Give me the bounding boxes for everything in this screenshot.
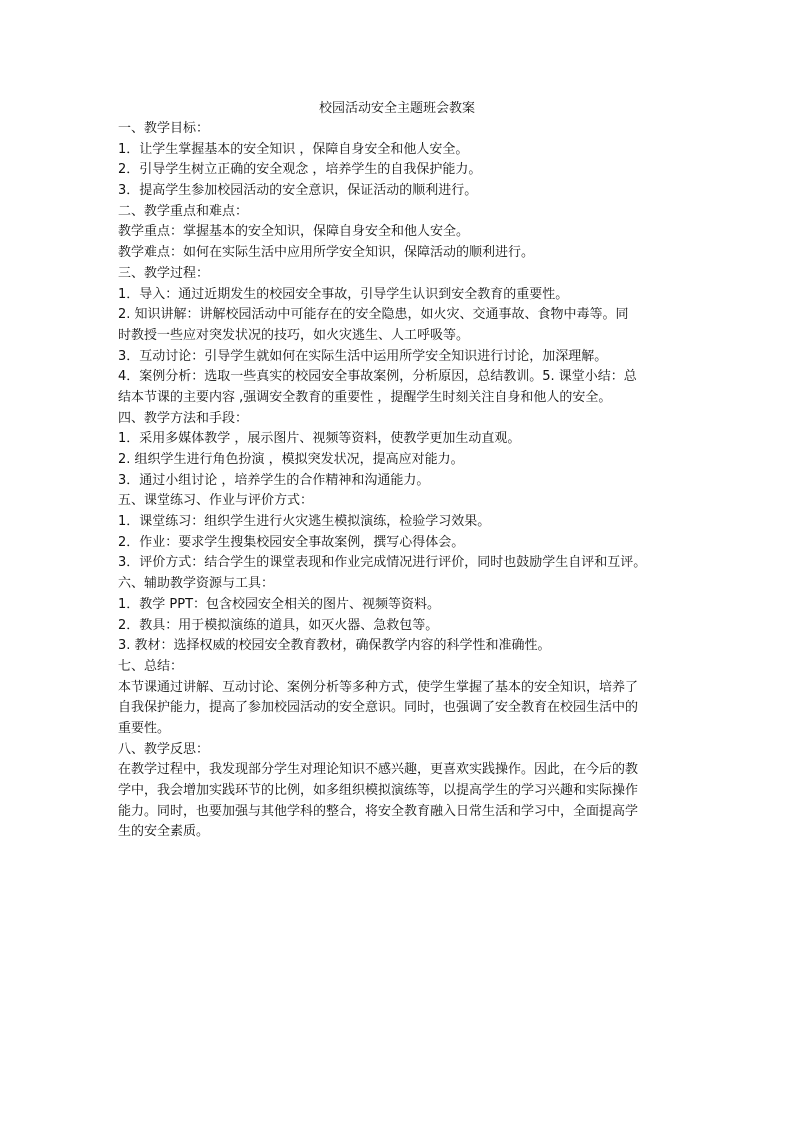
goal-item: 2．引导学生树立正确的安全观念 ，培养学生的自我保护能力。 — [118, 162, 482, 178]
summary-line: 本节课通过讲解、互动讨论、案例分析等多种方式，使学生掌握了基本的安全知识，培养了 — [118, 679, 639, 695]
method-item: 2. 组织学生进行角色扮演 ，模拟突发状况，提高应对能力。 — [118, 452, 464, 467]
process-line: 4．案例分析：选取一些真实的校园安全事故案例，分析原因，总结教训。5. 课堂小结：总 — [118, 369, 637, 385]
focus-item: 教学重点：掌握基本的安全知识，保障自身安全和他人安全。 — [118, 224, 470, 240]
focus-item: 教学难点：如何在实际生活中应用所学安全知识，保障活动的顺利进行。 — [118, 245, 535, 261]
process-line: 时教授一些应对突发状况的技巧，如火灾逃生、人工呼吸等。 — [118, 327, 470, 343]
resource-item: 3. 教材：选择权威的校园安全教育教材，确保教学内容的科学性和准确性。 — [118, 638, 551, 654]
section-heading-process: 三、教学过程： — [118, 265, 210, 281]
resource-item: 2．教具：用于模拟演练的道具，如灭火器、急救包等。 — [118, 617, 439, 633]
practice-item: 3．评价方式：结合学生的课堂表现和作业完成情况进行评价，同时也鼓励学生自评和互评。 — [118, 555, 647, 571]
section-heading-resources: 六、辅助教学资源与工具： — [118, 576, 275, 592]
reflection-line: 学中，我会增加实践环节的比例，如多组织模拟演练等，以提高学生的学习兴趣和实际操作 — [118, 783, 639, 798]
practice-item: 1．课堂练习：组织学生进行火灾逃生模拟演练，检验学习效果。 — [118, 514, 491, 530]
goal-item: 1．让学生掌握基本的安全知识 ，保障自身安全和他人安全。 — [118, 141, 469, 157]
reflection-line: 能力。同时，也要加强与其他学科的整合，将安全教育融入日常生活和学习中，全面提高学 — [118, 803, 639, 819]
section-heading-practice: 五、课堂练习、作业与评价方式： — [118, 493, 314, 509]
section-heading-reflection: 八、教学反思： — [118, 741, 210, 757]
reflection-line: 在教学过程中，我发现部分学生对理论知识不感兴趣，更喜欢实践操作。因此，在今后的教 — [118, 762, 639, 778]
resource-item: 1．教学 PPT：包含校园安全相关的图片、视频等资料。 — [118, 596, 441, 612]
practice-item: 2．作业：要求学生搜集校园安全事故案例，撰写心得体会。 — [118, 534, 465, 550]
section-heading-methods: 四、教学方法和手段： — [118, 410, 249, 426]
reflection-line: 生的安全素质。 — [118, 824, 210, 840]
section-heading-goals: 一、教学目标： — [118, 121, 210, 136]
process-line: 2. 知识讲解：讲解校园活动中可能存在的安全隐患，如火灾、交通事故、食物中毒等。同 — [118, 307, 629, 323]
document-title: 校园活动安全主题班会教案 — [318, 101, 475, 116]
process-line: 3．互动讨论：引导学生就如何在实际生活中运用所学安全知识进行讨论，加深理解。 — [118, 348, 608, 364]
process-line: 1．导入：通过近期发生的校园安全事故，引导学生认识到安全教育的重要性。 — [118, 286, 569, 302]
method-item: 3．通过小组讨论 ，培养学生的合作精神和沟通能力。 — [118, 472, 430, 488]
summary-line: 自我保护能力，提高了参加校园活动的安全意识。同时，也强调了安全教育在校园生活中的 — [118, 700, 639, 716]
section-heading-focus: 二、教学重点和难点： — [118, 203, 249, 219]
goal-item: 3．提高学生参加校园活动的安全意识，保证活动的顺利进行。 — [118, 183, 478, 199]
section-heading-summary: 七、总结： — [118, 658, 184, 674]
document-body — [118, 119, 684, 843]
method-item: 1．采用多媒体教学 ，展示图片、视频等资料，使教学更加生动直观。 — [118, 431, 521, 447]
process-line: 结本节课的主要内容 ,强调安全教育的重要性 ，提醒学生时刻关注自身和他人的安全。 — [118, 389, 612, 405]
summary-line: 重要性。 — [118, 720, 171, 736]
